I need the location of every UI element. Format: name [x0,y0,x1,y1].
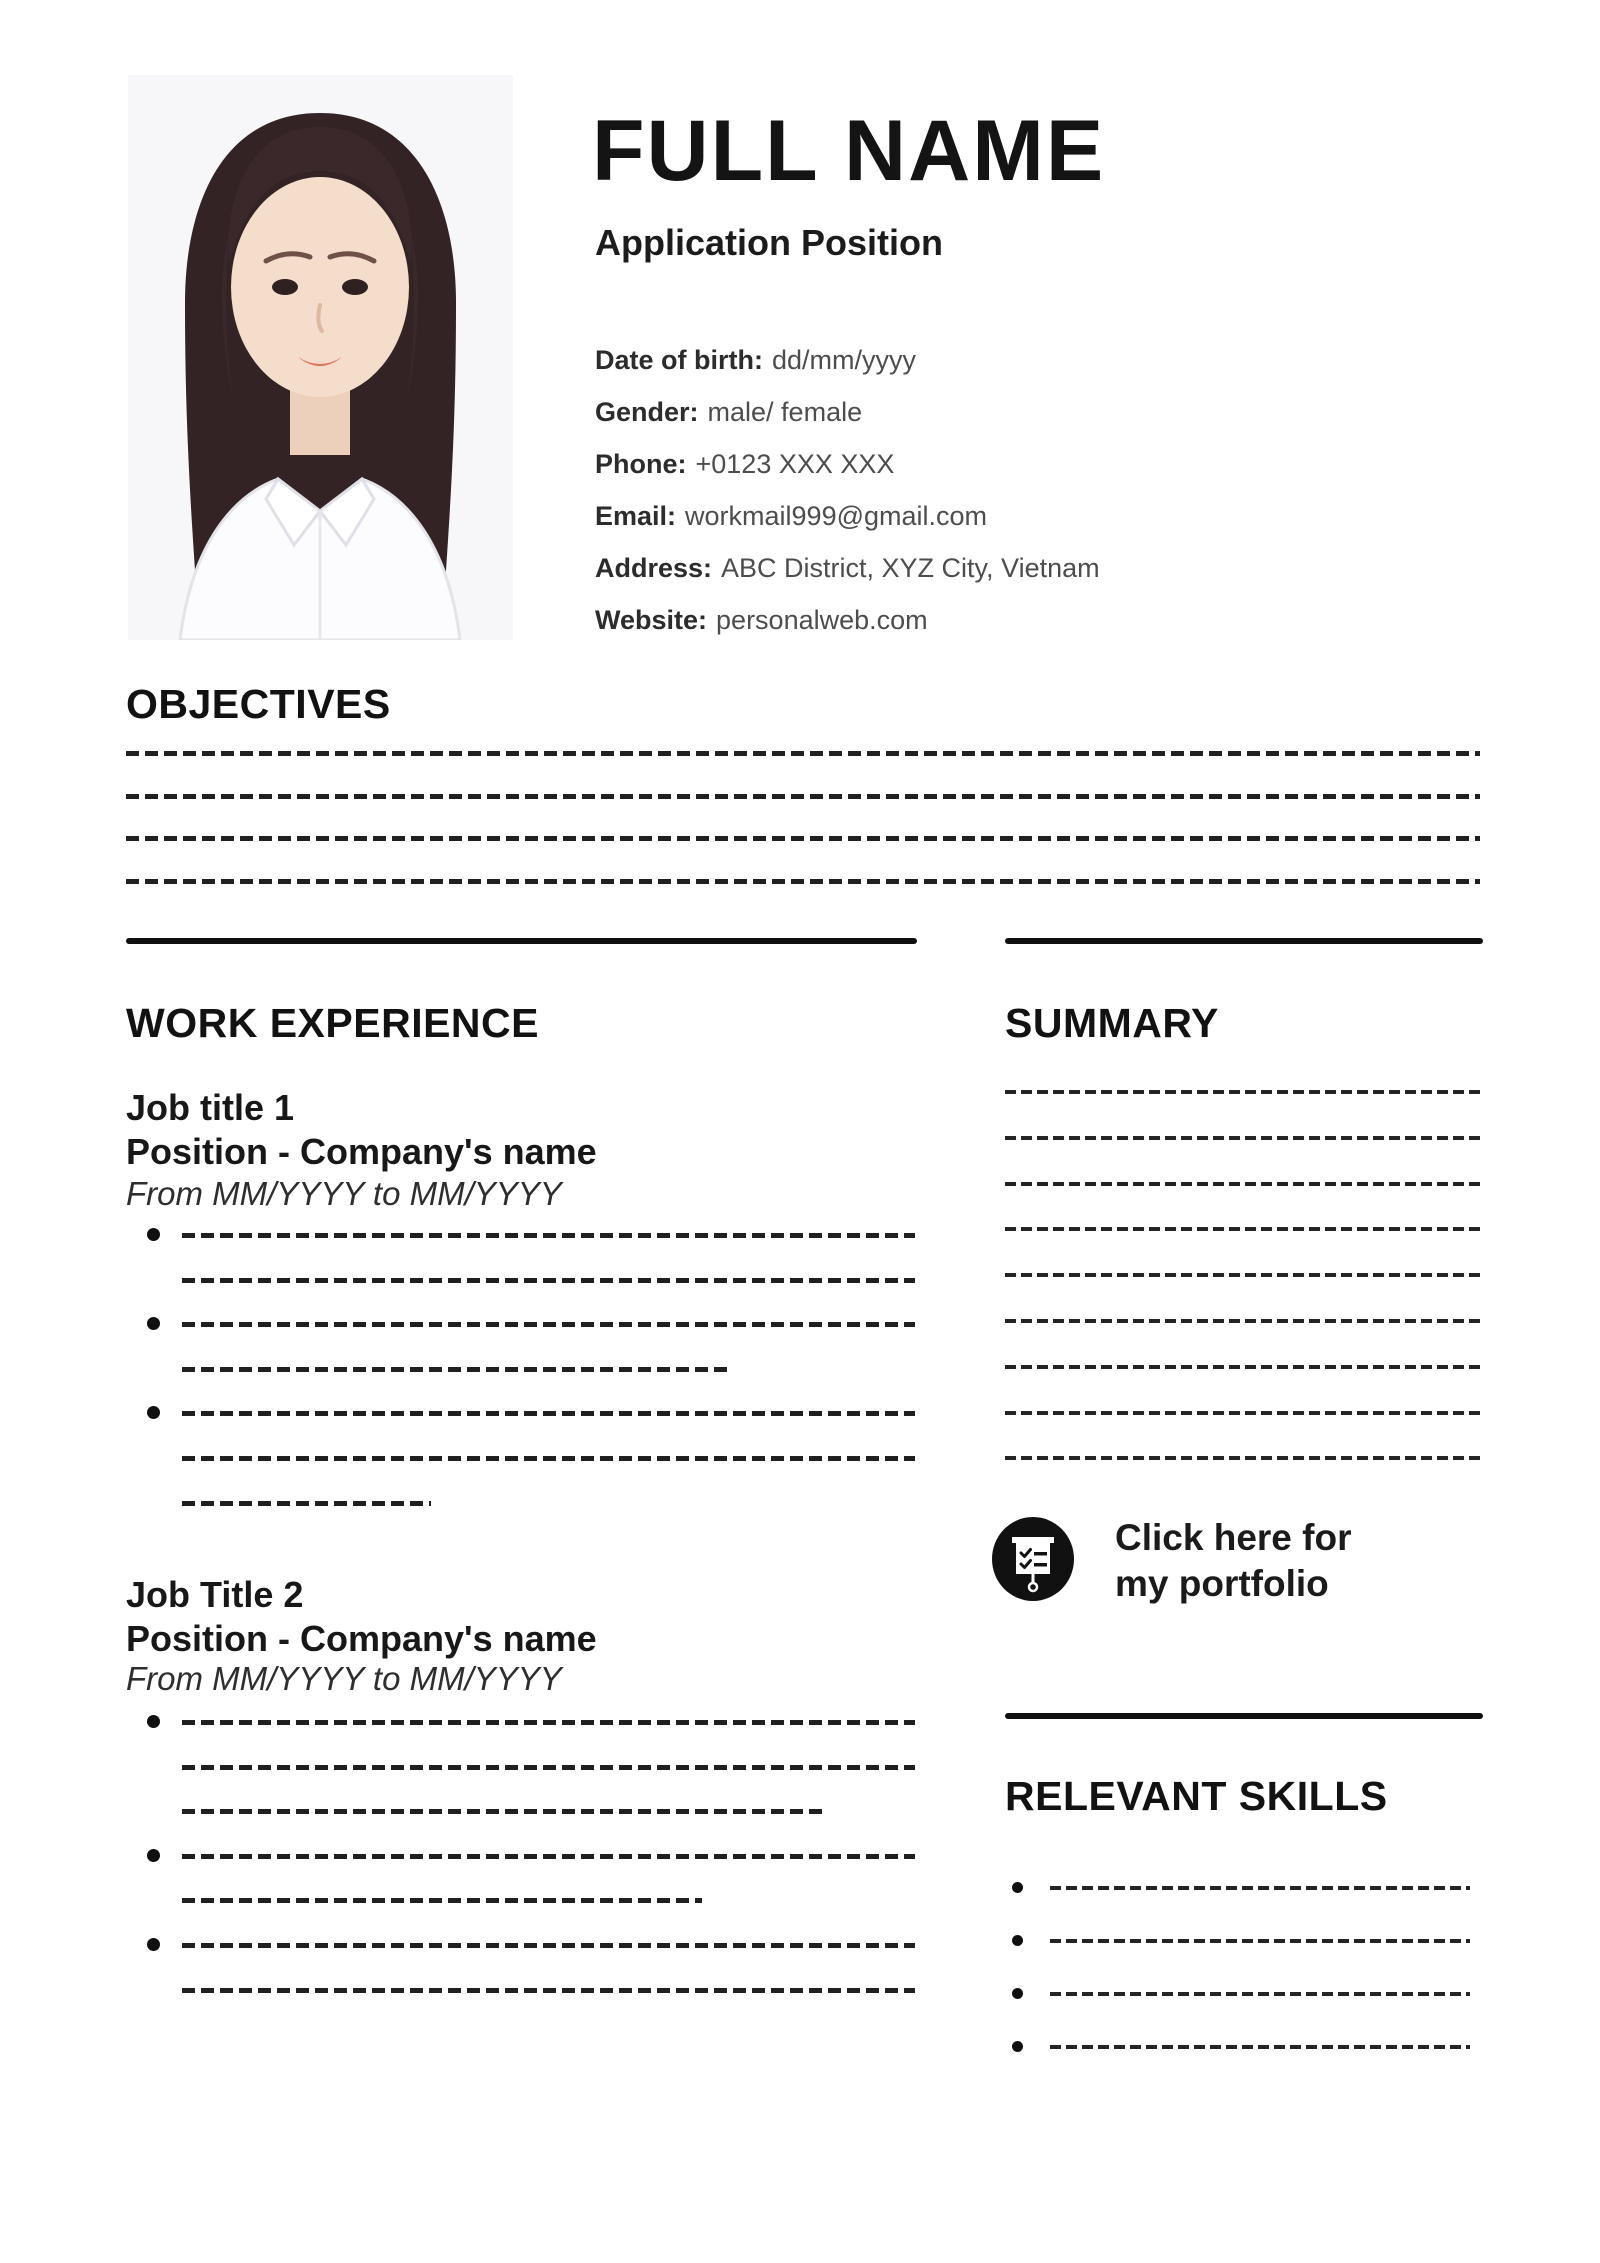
skill-placeholder-line [1050,2045,1470,2049]
summary-placeholder-line [1005,1182,1483,1186]
detail-row [595,542,1495,594]
job-2-placeholder-line [182,1898,702,1903]
job-2-placeholder-line [182,1854,915,1859]
personal-details [595,334,1495,646]
detail-label: Address: [595,553,713,583]
objectives-placeholder-line [126,794,1480,799]
skill-placeholder-line [1050,1886,1470,1890]
job-1-placeholder-line [182,1456,915,1461]
portfolio-link[interactable] [991,1517,1491,1613]
detail-label: Email: [595,501,677,531]
bullet-dot [147,1317,160,1330]
job-2-placeholder-line [182,1765,915,1770]
skill-placeholder-line [1050,1939,1470,1943]
job-2-position-company: Position - Company's name [126,1618,597,1659]
summary-placeholder-line [1005,1090,1483,1094]
applicant-photo [128,75,513,640]
bullet-dot [1012,1935,1023,1946]
objectives-placeholder-line [126,751,1480,756]
detail-row [595,386,1495,438]
summary-placeholder-line [1005,1273,1483,1277]
detail-row [595,490,1495,542]
left-column-divider [126,938,917,944]
summary-placeholder-line [1005,1227,1483,1231]
presentation-checklist-icon[interactable] [991,1517,1075,1601]
objectives-placeholder-line [126,879,1480,884]
summary-placeholder-line [1005,1411,1483,1415]
bullet-dot [147,1849,160,1862]
application-position: Application Position [595,222,943,263]
bullet-dot [147,1228,160,1241]
job-1-title: Job title 1 [126,1087,295,1128]
portfolio-label[interactable] [1115,1515,1351,1607]
skill-placeholder-line [1050,1992,1470,1996]
job-1-placeholder-line [182,1233,915,1238]
detail-label: Gender: [595,397,699,427]
detail-label: Date of birth: [595,345,763,375]
job-2-placeholder-line [182,1988,915,1993]
detail-label: Phone: [595,449,687,479]
detail-value: male/ female [707,397,863,427]
section-title-work-experience: WORK EXPERIENCE [126,1000,539,1046]
photo-illustration [128,75,513,640]
bullet-dot [147,1715,160,1728]
portfolio-label-line2[interactable]: my portfolio [1115,1563,1329,1604]
job-2-placeholder-line [182,1720,915,1725]
objectives-placeholder-line [126,836,1480,841]
job-1-placeholder-line [182,1322,915,1327]
job-1-placeholder-line [182,1501,431,1506]
detail-value: personalweb.com [716,605,928,635]
job-1-placeholder-line [182,1278,915,1283]
portfolio-label-line1[interactable]: Click here for [1115,1517,1352,1558]
bullet-dot [1012,1882,1023,1893]
right-column-divider-skills [1005,1713,1483,1719]
job-1-position-company: Position - Company's name [126,1131,597,1172]
job-2-title: Job Title 2 [126,1574,304,1615]
detail-value: dd/mm/yyyy [772,345,917,375]
detail-row [595,334,1495,386]
section-title-relevant-skills: RELEVANT SKILLS [1005,1773,1388,1819]
bullet-dot [147,1938,160,1951]
job-1-period: From MM/YYYY to MM/YYYY [126,1175,562,1212]
detail-row [595,438,1495,490]
bullet-dot [147,1406,160,1419]
bullet-dot [1012,2041,1023,2052]
job-1-placeholder-line [182,1367,732,1372]
summary-placeholder-line [1005,1136,1483,1140]
section-title-objectives: OBJECTIVES [126,681,391,727]
page-title-full-name: FULL NAME [592,103,1106,199]
summary-placeholder-line [1005,1456,1483,1460]
summary-placeholder-line [1005,1319,1483,1323]
detail-value: ABC District, XYZ City, Vietnam [721,553,1100,583]
right-column-divider-top [1005,938,1483,944]
summary-placeholder-line [1005,1365,1483,1369]
job-2-placeholder-line [182,1943,915,1948]
detail-value: +0123 XXX XXX [695,449,895,479]
section-title-summary: SUMMARY [1005,1000,1219,1046]
detail-value: workmail999@gmail.com [685,501,988,531]
detail-row [595,594,1495,646]
job-2-placeholder-line [182,1809,827,1814]
job-2-period: From MM/YYYY to MM/YYYY [126,1660,562,1697]
detail-label: Website: [595,605,708,635]
job-1-placeholder-line [182,1411,915,1416]
bullet-dot [1012,1988,1023,1999]
